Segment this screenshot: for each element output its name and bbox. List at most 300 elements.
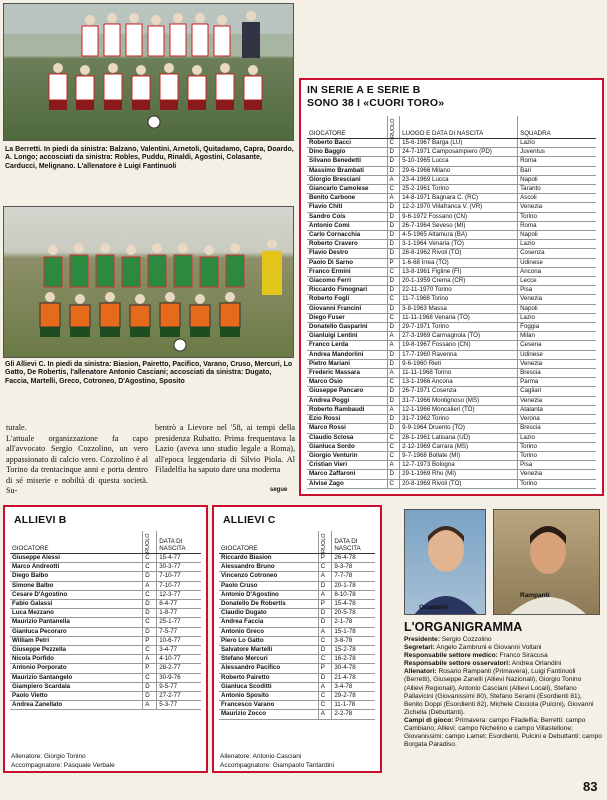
serie-row-cell: D	[387, 277, 400, 286]
serie-row-cell: Marco Osio	[307, 378, 387, 387]
serie-row-cell: A	[387, 461, 400, 470]
serie-row-cell: Napoli	[518, 304, 596, 313]
allievi-c-row-cell: 8-10-78	[332, 590, 375, 599]
allievi-b-row-cell: P	[143, 664, 157, 673]
berretti-caption: La Berretti. In piedi da sinistra: Balzano, Valentini, Arnetoli, Quitadamo, Capra, Doardo, A. Longo; accosciati da sinistra: Robles, Puddu, Rinaldi, Agostini, Colasante, Carducci, Melignano. L'allenatore è Luigi Fantinuoli	[5, 146, 294, 170]
serie-row	[307, 267, 596, 276]
allievi-c-row	[219, 581, 375, 590]
orlandini-name: Orlandini	[419, 604, 448, 611]
allievi-b-row-cell: C	[143, 554, 157, 563]
serie-row	[307, 203, 596, 212]
serie-row-cell: 14-8-1971 Bagnara C. (RC)	[400, 194, 518, 203]
serie-row-cell: D	[387, 359, 400, 368]
serie-row	[307, 295, 596, 304]
allievi-c-row-cell: P	[318, 554, 332, 563]
serie-row	[307, 396, 596, 405]
serie-row-cell: Andrea Poggi	[307, 396, 387, 405]
allievi-c-row-cell: Vincenzo Cotroneo	[219, 572, 318, 581]
serie-row-cell: 20-8-1969 Rivoli (TO)	[400, 479, 518, 488]
allievi-c-row-cell: Alessandro Bruno	[219, 563, 318, 572]
serie-row-cell: Ascoli	[518, 194, 596, 203]
serie-row-cell: Marco Rossi	[307, 424, 387, 433]
allievi-b-row-cell: Gianluca Pecoraro	[10, 627, 143, 636]
allievi-c-row-cell: 15-1-78	[332, 627, 375, 636]
serie-row-cell: Parma	[518, 378, 596, 387]
allievi-c-row-cell: Stefano Mercuri	[219, 655, 318, 664]
allievi-c-row-cell: 3-4-78	[332, 682, 375, 691]
allievi-b-row	[10, 581, 201, 590]
serie-row-cell: Lazio	[518, 240, 596, 249]
serie-row-cell: Antonio Comi	[307, 221, 387, 230]
allievi-c-row-cell: 7-7-78	[332, 572, 375, 581]
allievi-b-row	[10, 563, 201, 572]
serie-row-cell: Brescia	[518, 369, 596, 378]
serie-row-cell: Lazio	[518, 313, 596, 322]
serie-row-cell: 5-10-1965 Lucca	[400, 157, 518, 166]
serie-row-cell: 17-7-1960 Ravenna	[400, 350, 518, 359]
serie-row	[307, 157, 596, 166]
segue-label: segue	[270, 487, 288, 493]
serie-row-cell: Sandro Cois	[307, 212, 387, 221]
serie-row-cell: Torino	[518, 479, 596, 488]
serie-row-cell: Flavio Destro	[307, 249, 387, 258]
allievi-c-row-cell: P	[318, 600, 332, 609]
allievi-b-row-cell: C	[143, 563, 157, 572]
allievi-c-row-cell: 3-8-78	[332, 636, 375, 645]
allievi-b-row-cell: D	[143, 682, 157, 691]
serie-row-cell: C	[387, 479, 400, 488]
serie-row-cell: 22-11-1970 Torino	[400, 286, 518, 295]
allievi-b-row-cell: Maurizio Santangelo	[10, 673, 143, 682]
serie-row-cell: D	[387, 249, 400, 258]
allievi-c-row-cell: 20-5-78	[332, 609, 375, 618]
allievi-c-row	[219, 572, 375, 581]
serie-row-cell: Torino	[518, 442, 596, 451]
serie-row-cell: 13-1-1966 Ancona	[400, 378, 518, 387]
serie-row-cell: A	[387, 194, 400, 203]
serie-row-cell: Lazio	[518, 139, 596, 148]
allievi-c-row-cell: Antonio Greco	[219, 627, 318, 636]
allievi-b-row	[10, 655, 201, 664]
serie-row-cell: 13-8-1961 Figline (FI)	[400, 267, 518, 276]
serie-row-cell: Napoli	[518, 175, 596, 184]
allievi-b-row-cell: 7-5-77	[157, 627, 201, 636]
allievi-b-row-cell: 15-4-77	[157, 554, 201, 563]
serie-row-cell: Giorgio Bresciani	[307, 175, 387, 184]
allievi-c-row-cell: D	[318, 581, 332, 590]
allievi-b-row	[10, 646, 201, 655]
serie-row-cell: D	[387, 148, 400, 157]
serie-row	[307, 185, 596, 194]
serie-row	[307, 369, 596, 378]
serie-row-cell: Gianluca Sordo	[307, 442, 387, 451]
serie-row	[307, 139, 596, 148]
allievi-b-row-cell: P	[143, 636, 157, 645]
serie-row-cell: Dino Baggio	[307, 148, 387, 157]
serie-row-cell: Claudio Sclosa	[307, 433, 387, 442]
allievi-b-row-cell: 1-8-77	[157, 609, 201, 618]
serie-row-cell: Taranto	[518, 185, 596, 194]
allievi-c-assistant: Accompagnatore: Giampaolo Tantardini	[220, 762, 335, 769]
serie-row-cell: 23-4-1969 Lucca	[400, 175, 518, 184]
allievi-b-row-cell: Diego Balbo	[10, 572, 143, 581]
serie-row-cell: 9-6-1960 Rieti	[400, 359, 518, 368]
serie-row	[307, 415, 596, 424]
serie-row-cell: 2-12-1969 Carrara (MS)	[400, 442, 518, 451]
serie-row	[307, 166, 596, 175]
serie-row-cell: Cagliari	[518, 387, 596, 396]
serie-row-cell: A	[387, 175, 400, 184]
serie-row-cell: 20-1-1959 Crema (CR)	[400, 277, 518, 286]
serie-row-cell: D	[387, 286, 400, 295]
serie-row-cell: Riccardo Fimognari	[307, 286, 387, 295]
page-number: 83	[583, 779, 598, 794]
allievi-c-row-cell: D	[318, 618, 332, 627]
allievi-c-row-cell: Maurizio Zocco	[219, 710, 318, 719]
serie-row-cell: C	[387, 442, 400, 451]
allievi-c-box	[212, 505, 382, 773]
allievi-b-row	[10, 627, 201, 636]
serie-row-cell: 25-2-1961 Torino	[400, 185, 518, 194]
serie-row-cell: Torino	[518, 212, 596, 221]
allievi-c-row	[219, 701, 375, 710]
serie-row-cell: D	[387, 212, 400, 221]
allievi-c-row-cell: Alessandro Pacifico	[219, 664, 318, 673]
serie-row-cell: Napoli	[518, 231, 596, 240]
allievi-c-row	[219, 682, 375, 691]
allievi-b-row	[10, 664, 201, 673]
serie-row-cell: Giorgio Venturin	[307, 451, 387, 460]
serie-row-cell: 26-7-1971 Cosenza	[400, 387, 518, 396]
allievi-c-row	[219, 636, 375, 645]
allievi-b-row-cell: 7-10-77	[157, 581, 201, 590]
allievi-b-row-cell: 9-5-77	[157, 682, 201, 691]
allievi-b-row-cell: 27-2-77	[157, 692, 201, 701]
allievi-b-row	[10, 590, 201, 599]
serie-row-cell: D	[387, 424, 400, 433]
allievi-b-row	[10, 636, 201, 645]
allievi-b-row-cell: Paolo Vietto	[10, 692, 143, 701]
serie-row-cell: C	[387, 313, 400, 322]
serie-row-cell: Juventus	[518, 148, 596, 157]
serie-row-cell: D	[387, 240, 400, 249]
allievi-b-row-cell: D	[143, 627, 157, 636]
berretti-team-photo	[3, 3, 294, 141]
serie-row	[307, 332, 596, 341]
serie-row-cell: C	[387, 295, 400, 304]
serie-row-cell: Roberto Fogli	[307, 295, 387, 304]
serie-row-cell: 31-7-1966 Montignoso (MS)	[400, 396, 518, 405]
serie-row-cell: Venezia	[518, 295, 596, 304]
serie-row-cell: C	[387, 378, 400, 387]
allievi-c-row	[219, 627, 375, 636]
allievi-c-row-cell: Francesco Varano	[219, 701, 318, 710]
allievi-c-row-cell: Antonio Sposito	[219, 692, 318, 701]
serie-row-cell: Foggia	[518, 323, 596, 332]
allievi-b-header-player: GIOCATORE	[10, 531, 143, 554]
allievi-b-row-cell: Antonio Porporato	[10, 664, 143, 673]
serie-row	[307, 304, 596, 313]
allievi-c-row-cell: C	[318, 655, 332, 664]
allievi-b-title: ALLIEVI B	[14, 514, 67, 526]
allievi-c-row-cell: 2-2-78	[332, 710, 375, 719]
allievi-b-row-cell: A	[143, 581, 157, 590]
serie-row-cell: Roberto Rambaudi	[307, 405, 387, 414]
allievi-b-row-cell: C	[143, 590, 157, 599]
allievi-b-row-cell: A	[143, 701, 157, 710]
serie-row-cell: 3-1-1964 Venaria (TO)	[400, 240, 518, 249]
allievi-b-row-cell: D	[143, 609, 157, 618]
serie-row-cell: C	[387, 185, 400, 194]
serie-row-cell: 29-7-1971 Torino	[400, 323, 518, 332]
allievi-c-caption: Gli Allievi C. In piedi da sinistra: Biasion, Pairetto, Pacifico, Varano, Cruso, Mercuri, Lo Gatto, De Robertis, l'allenatore Antonio Casciani; accosciati da sinistra: Dugato, Faccia, Martelli, Greco, Cotroneo, D'Agostino, Sposito	[5, 361, 293, 385]
allievi-c-row-cell: 11-1-78	[332, 701, 375, 710]
allievi-b-row-cell: Giuseppe Alessi	[10, 554, 143, 563]
allievi-c-row	[219, 692, 375, 701]
allievi-c-row-cell: A	[318, 710, 332, 719]
serie-row-cell: Bari	[518, 166, 596, 175]
allievi-c-table	[219, 531, 375, 720]
organigramma-title: L'ORGANIGRAMMA	[404, 620, 523, 634]
article-column-1: turale. L'attuale organizzazione fa capo all'avvocato Sergio Cozzolino, un vero appassionato di calcio vero. Cozzolino è al Torino da trentacinque anni e porta dentro di sé miserie e nobiltà di questa società. Su-	[6, 423, 148, 495]
allievi-b-row-cell: 10-6-77	[157, 636, 201, 645]
allievi-c-row-cell: Roberto Pairetto	[219, 673, 318, 682]
serie-row-cell: Cristian Vieri	[307, 461, 387, 470]
serie-row-cell: Cosenza	[518, 249, 596, 258]
serie-row	[307, 451, 596, 460]
serie-row-cell: C	[387, 433, 400, 442]
allievi-c-row-cell: Andrea Faccia	[219, 618, 318, 627]
serie-row-cell: Giovanni Francini	[307, 304, 387, 313]
allievi-c-row-cell: Riccardo Biasion	[219, 554, 318, 563]
allievi-b-row-cell: 28-2-77	[157, 664, 201, 673]
allievi-c-coach: Allenatore: Antonio Casciani	[220, 753, 302, 760]
serie-row-cell: 24-7-1971 Camposampiero (PD)	[400, 148, 518, 157]
serie-row-cell: 11-11-1968 Venaria (TO)	[400, 313, 518, 322]
allievi-c-row-cell: D	[318, 673, 332, 682]
serie-row	[307, 148, 596, 157]
serie-row-cell: A	[387, 341, 400, 350]
allievi-b-row-cell: 25-1-77	[157, 618, 201, 627]
serie-title-line1: IN SERIE A E SERIE B	[307, 84, 421, 96]
serie-row-cell: D	[387, 387, 400, 396]
serie-row-cell: Marco Zaffaroni	[307, 470, 387, 479]
rampanti-name: Rampanti	[520, 592, 550, 599]
serie-row	[307, 461, 596, 470]
serie-row-cell: D	[387, 203, 400, 212]
allievi-b-row-cell: 7-10-77	[157, 572, 201, 581]
allievi-c-row-cell: 9-3-78	[332, 563, 375, 572]
serie-row-cell: D	[387, 221, 400, 230]
serie-row	[307, 387, 596, 396]
serie-row-cell: D	[387, 231, 400, 240]
allievi-b-header-role: RUOLO	[143, 531, 157, 554]
allievi-c-row	[219, 673, 375, 682]
allievi-b-table	[10, 531, 201, 710]
allievi-b-row	[10, 692, 201, 701]
serie-row	[307, 405, 596, 414]
serie-header-birth: LUOGO E DATA DI NASCITA	[400, 116, 518, 139]
serie-row-cell: Giancarlo Camolese	[307, 185, 387, 194]
allievi-c-row-cell: Gianluca Scoditti	[219, 682, 318, 691]
allievi-c-row-cell: Claudio Dugato	[219, 609, 318, 618]
allievi-b-row-cell: 5-3-77	[157, 701, 201, 710]
serie-row	[307, 286, 596, 295]
serie-header-role: RUOLO	[387, 116, 400, 139]
serie-row-cell: A	[387, 369, 400, 378]
allievi-c-row-cell: D	[318, 646, 332, 655]
serie-row	[307, 424, 596, 433]
serie-row-cell: 31-7-1962 Torino	[400, 415, 518, 424]
allievi-b-row-cell: William Petri	[10, 636, 143, 645]
allievi-b-row-cell: Maurizio Pantanella	[10, 618, 143, 627]
serie-row-cell: 29-1-1969 Rho (MI)	[400, 470, 518, 479]
allievi-c-row-cell: P	[318, 664, 332, 673]
serie-row	[307, 479, 596, 488]
allievi-c-row	[219, 563, 375, 572]
serie-row-cell: Atalanta	[518, 405, 596, 414]
serie-row-cell: 28-8-1962 Rivoli (TO)	[400, 249, 518, 258]
allievi-c-row-cell: 29-2-78	[332, 692, 375, 701]
allievi-b-row-cell: 30-9-76	[157, 673, 201, 682]
allievi-c-row-cell: C	[318, 636, 332, 645]
allievi-b-row-cell: C	[143, 618, 157, 627]
allievi-c-header-player: GIOCATORE	[219, 531, 318, 554]
allievi-c-row-cell: Salvatore Martelli	[219, 646, 318, 655]
serie-row-cell: Pisa	[518, 461, 596, 470]
allievi-c-row-cell: C	[318, 701, 332, 710]
serie-row-cell: Frederic Massara	[307, 369, 387, 378]
serie-row-cell: Udinese	[518, 258, 596, 267]
article-column-2: bentrò a Lievore nel '58, ai tempi della presidenza Rubatto. Prima frequentava la Lazio (aveva uno studio legale a Roma), all'epoca leggendaria di Silvio Piola. Al Filadelfia ha saputo dare una moderna	[155, 423, 295, 474]
allievi-c-header-role: RUOLO	[318, 531, 332, 554]
serie-row	[307, 433, 596, 442]
allievi-b-box	[3, 505, 208, 773]
serie-row-cell: 19-8-1967 Fossano (CN)	[400, 341, 518, 350]
serie-row-cell: Roberto Bacci	[307, 139, 387, 148]
serie-row-cell: Ancona	[518, 267, 596, 276]
serie-row-cell: D	[387, 415, 400, 424]
allievi-b-row	[10, 554, 201, 563]
allievi-c-row	[219, 618, 375, 627]
allievi-c-header-date: DATA DI NASCITA	[332, 531, 375, 554]
serie-row-cell: Pisa	[518, 286, 596, 295]
serie-row-cell: Franco Ermini	[307, 267, 387, 276]
allievi-b-row-cell: D	[143, 692, 157, 701]
serie-row-cell: 12-7-1973 Bologna	[400, 461, 518, 470]
serie-row-cell: Venezia	[518, 203, 596, 212]
allievi-b-row-cell: Andrea Zanellato	[10, 701, 143, 710]
serie-row-cell: Milan	[518, 332, 596, 341]
serie-row-cell: D	[387, 350, 400, 359]
serie-row-cell: Carlo Cornacchia	[307, 231, 387, 240]
serie-header-player: GIOCATORE	[307, 116, 387, 139]
allievi-b-row-cell: 4-10-77	[157, 655, 201, 664]
serie-row	[307, 231, 596, 240]
serie-row-cell: 1-6-68 Irrea (TO)	[400, 258, 518, 267]
allievi-c-team-illustration	[4, 207, 294, 358]
allievi-c-row	[219, 655, 375, 664]
allievi-b-row-cell: Marco Andreotti	[10, 563, 143, 572]
allievi-b-row-cell: Cesare D'Agostino	[10, 590, 143, 599]
serie-row-cell: Flavio Chiti	[307, 203, 387, 212]
allievi-c-row-cell: Antonio D'Agostino	[219, 590, 318, 599]
serie-row-cell: D	[387, 323, 400, 332]
allievi-c-row	[219, 710, 375, 719]
allievi-c-row-cell: 2-1-78	[332, 618, 375, 627]
allievi-c-team-photo	[3, 206, 294, 358]
serie-row	[307, 323, 596, 332]
serie-row-cell: Pietro Mariani	[307, 359, 387, 368]
serie-row-cell: 15-6-1967 Barga (LU)	[400, 139, 518, 148]
allievi-c-row-cell: D	[318, 609, 332, 618]
serie-row-cell: 27-3-1969 Carmagnola (TO)	[400, 332, 518, 341]
serie-row-cell: C	[387, 267, 400, 276]
serie-ab-box	[299, 78, 604, 496]
allievi-c-row-cell: A	[318, 682, 332, 691]
allievi-c-row	[219, 664, 375, 673]
serie-row-cell: Silvano Benedetti	[307, 157, 387, 166]
allievi-c-row-cell: A	[318, 590, 332, 599]
allievi-c-row-cell: 15-4-78	[332, 600, 375, 609]
serie-row-cell: D	[387, 166, 400, 175]
allievi-c-row-cell: A	[318, 572, 332, 581]
serie-row-cell: Benito Carbone	[307, 194, 387, 203]
allievi-c-row	[219, 590, 375, 599]
serie-row-cell: 28-1-1961 Latisana (UD)	[400, 433, 518, 442]
serie-row-cell: Venezia	[518, 396, 596, 405]
serie-row-cell: Venezia	[518, 359, 596, 368]
allievi-b-row-cell: C	[143, 646, 157, 655]
allievi-b-row-cell: Fabio Galassi	[10, 600, 143, 609]
serie-row-cell: A	[387, 332, 400, 341]
orlandini-portrait-illustration	[405, 510, 486, 615]
serie-row-cell: Giuseppe Pancaro	[307, 387, 387, 396]
serie-row	[307, 313, 596, 322]
serie-row-cell: Lazio	[518, 433, 596, 442]
serie-row	[307, 350, 596, 359]
berretti-team-illustration	[4, 4, 294, 141]
serie-row-cell: 9-9-1964 Druento (TO)	[400, 424, 518, 433]
organigramma-text: Presidente: Sergio Cozzolino Segretari: Angelo Zambruni e Giovanni Voltani Responsabile settore medico: Franco Siracusa Responsabile settore osservatori: Andrea Orlandini Allenatori: Rosario Rampanti (Primavera), Luigi Fantinuoli (Berretti), Giuseppe Zanelli (Allievi Nazionali), Giorgio Tonino (Allievi Regionali), Antonio Casciani (Allievi Locali), Stefano Pallavicini (Giovanissimi 80), Stefano Serami (Esordienti 81), Benito Doppi (Esordienti 82), Michele Ciociola (Pulcini), Giovanni Zichella (Debuttanti). Campi di gioco: Primavera: campo Filadelfia; Berretti: campo Cambiano; Allievi: campo Nichelino e campo Villastellone; Giovanissimi: campo Lamet; Esordienti, Pulcini e Debuttanti: campo Borgata Paradiso.	[404, 636, 602, 749]
serie-row	[307, 378, 596, 387]
serie-row	[307, 175, 596, 184]
allievi-c-row-cell: Piero Lo Gatto	[219, 636, 318, 645]
serie-row-cell: 12-2-1970 Villafranca V. (VR)	[400, 203, 518, 212]
serie-row-cell: 12-1-1966 Moncalieri (TO)	[400, 405, 518, 414]
serie-row-cell: Franco Lerda	[307, 341, 387, 350]
serie-row-cell: Roberto Cravero	[307, 240, 387, 249]
allievi-b-row-cell: D	[143, 600, 157, 609]
allievi-c-row-cell: C	[318, 692, 332, 701]
serie-row	[307, 470, 596, 479]
serie-row-cell: 11-11-1968 Torino	[400, 369, 518, 378]
serie-row-cell: Paolo Di Sarno	[307, 258, 387, 267]
allievi-c-row-cell: 15-2-78	[332, 646, 375, 655]
allievi-c-row-cell: C	[318, 563, 332, 572]
serie-row-cell: Roma	[518, 221, 596, 230]
allievi-c-row-cell: A	[318, 627, 332, 636]
allievi-b-row	[10, 701, 201, 710]
allievi-b-row-cell: Giampiero Scardala	[10, 682, 143, 691]
allievi-c-row	[219, 554, 375, 563]
serie-row-cell: 11-7-1968 Torino	[400, 295, 518, 304]
serie-row-cell: Venezia	[518, 470, 596, 479]
allievi-b-row-cell: 12-3-77	[157, 590, 201, 599]
allievi-b-coach: Allenatore: Giorgio Tonino	[11, 753, 86, 760]
allievi-b-row-cell: C	[143, 673, 157, 682]
serie-row-cell: Donatello Gasparini	[307, 323, 387, 332]
